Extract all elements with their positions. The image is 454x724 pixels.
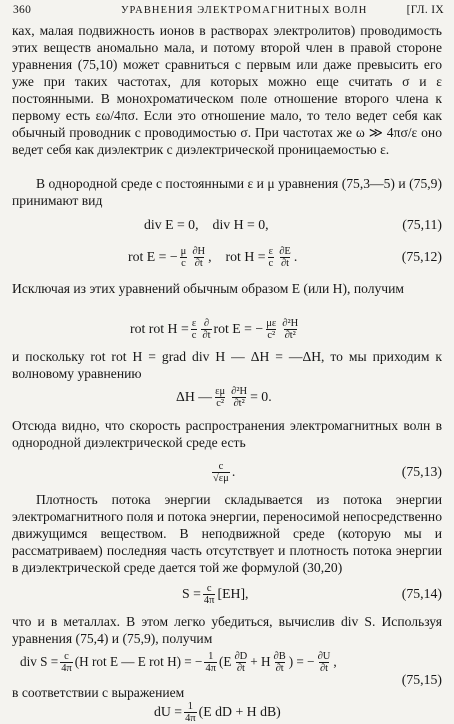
- equation-75-14: [12, 577, 442, 611]
- equation-number: (75,12): [401, 249, 442, 264]
- equation-rot-h: rot H =: [225, 249, 266, 264]
- equation-75-15: [12, 645, 442, 679]
- paragraph-4: и поскольку rot rot H = grad div H — ΔH = —ΔH, то мы приходим к волновому уравнению: [12, 349, 442, 381]
- equation-separator: ,: [208, 249, 212, 264]
- fraction-c-4pi: $\frac{c}{4\pi}$: [61, 650, 72, 674]
- equation-plus: + H: [250, 654, 271, 669]
- equation-open: (E: [219, 654, 232, 669]
- running-header: [13, 4, 444, 20]
- paragraph-8: в соответствии с выражением: [12, 685, 185, 700]
- chapter-label: [ГЛ. IX: [406, 4, 444, 16]
- equation-number: (75,15): [401, 672, 442, 687]
- equation-number: (75,11): [402, 217, 442, 232]
- equation-du: [12, 688, 442, 722]
- equation-lhs: dU =: [154, 704, 183, 719]
- equation-rhs: (E dD + H dB): [198, 704, 281, 719]
- paragraph-2: В однородной среде с постоянными ε и μ уравнения (75,3—5) и (75,9) принимают вид: [12, 176, 442, 208]
- equation-rhs: [EH],: [217, 586, 249, 601]
- equation-number: (75,13): [401, 464, 442, 479]
- equation-wave: [12, 380, 442, 414]
- paragraph-6: Плотность потока энергии складывается из потока энергии электромагнитного поля и потока энергии, переносимой непосредственно движущимся веществом. В неподвижной среде (которую мы и рассматриваем) последняя часть отсутствует и плотность потока энергии в диэлектрической среде дается той же формулой (30,20): [12, 492, 442, 575]
- fraction-dh-dt: $\frac{\partial H}{\partial t}$: [192, 245, 206, 269]
- equation-div-h: div H = 0,: [212, 217, 269, 232]
- fraction-1-4pi: $\frac{1}{4\pi}$: [205, 650, 217, 674]
- equation-lhs: S =: [182, 586, 201, 601]
- equation-end: .: [293, 249, 298, 264]
- fraction-db-dt: $\frac{\partial B}{\partial t}$: [273, 650, 286, 674]
- equation-75-12: [12, 240, 442, 274]
- paragraph-1: ках, малая подвижность ионов в растворах электролитов) проводимость этих веществ аномально мала, и потому второй член в правой стороне уравнения (75,10) может сравниться с первым или даже превысить его уже при таких частотах, для которых можно еще считать σ и ε постоянными. В монохроматическом поле отношение второго члена к первому есть εω/4πσ. Если это отношение мало, то тело ведет себя как обычный проводник с проводимостью σ. При частотах же ω ≫ 4πσ/ε оно ведет себя как диэлектрик с диэлектрической проницаемостью ε.: [12, 23, 442, 157]
- paragraph-5: Отсюда видно, что скорость распространения электромагнитных волн в однородной диэлектрической среде есть: [12, 418, 442, 450]
- paragraph-7: что и в металлах. В этом легко убедиться, вычислив div S. Используя уравнения (75,4) и (75,9), получим: [12, 614, 442, 646]
- fraction-mu-c: $\frac{\mu}{c}$: [180, 245, 187, 269]
- fraction-wave-speed: $\frac{c}{√\varepsilon\mu}$: [213, 460, 229, 484]
- equation-middle: (H rot E — E rot H) = −: [74, 654, 203, 669]
- fraction-1-4pi: $\frac{1}{4\pi}$: [185, 700, 196, 724]
- equation-75-13: [12, 455, 442, 489]
- paragraph-3: Исключая из этих уравнений обычным образом E (или H), получим: [12, 281, 405, 296]
- equation-lhs: div S =: [20, 654, 59, 669]
- fraction-d2h-dt2: $\frac{\text{∂²H}}{\text{∂t²}}$: [282, 317, 299, 341]
- equation-end: ,: [333, 654, 337, 669]
- equation-75-11: [12, 208, 442, 242]
- equation-rhs: = 0.: [250, 389, 272, 404]
- equation-rot-rot: [12, 312, 442, 346]
- equation-rot-e: rot E = −: [128, 249, 178, 264]
- fraction-d-dt: $\frac{\partial}{\partial t}$: [202, 317, 211, 341]
- equation-number: (75,14): [401, 586, 442, 601]
- equation-lhs: ΔH —: [176, 389, 213, 404]
- fraction-c-4pi: $\frac{c}{4\pi}$: [203, 582, 215, 606]
- fraction-dd-dt: $\frac{\partial D}{\partial t}$: [234, 650, 248, 674]
- fraction-eps-c: $\frac{\varepsilon}{c}$: [268, 245, 274, 269]
- running-title: УРАВНЕНИЯ ЭЛЕКТРОМАГНИТНЫХ ВОЛН: [121, 5, 368, 16]
- equation-close: ) = −: [288, 654, 315, 669]
- page-number: 360: [13, 4, 32, 16]
- fraction-mueps-c2: $\frac{\mu\varepsilon}{\text{c²}}$: [266, 317, 277, 341]
- fraction-d2h-dt2: $\frac{\text{∂²H}}{\text{∂t²}}$: [231, 385, 248, 409]
- equation-lhs: rot rot H =: [130, 321, 189, 336]
- equation-middle: rot E = −: [213, 321, 264, 336]
- fraction-epsmu-c2: $\frac{\varepsilon\mu}{\text{c²}}$: [215, 385, 226, 409]
- equation-div-e: div E = 0,: [144, 217, 199, 232]
- fraction-de-dt: $\frac{\partial E}{\partial t}$: [279, 245, 291, 269]
- equation-end: .: [231, 464, 236, 479]
- fraction-eps-c: $\frac{\varepsilon}{c}$: [191, 317, 197, 341]
- fraction-du-dt: $\frac{\partial U}{\partial t}$: [317, 650, 331, 674]
